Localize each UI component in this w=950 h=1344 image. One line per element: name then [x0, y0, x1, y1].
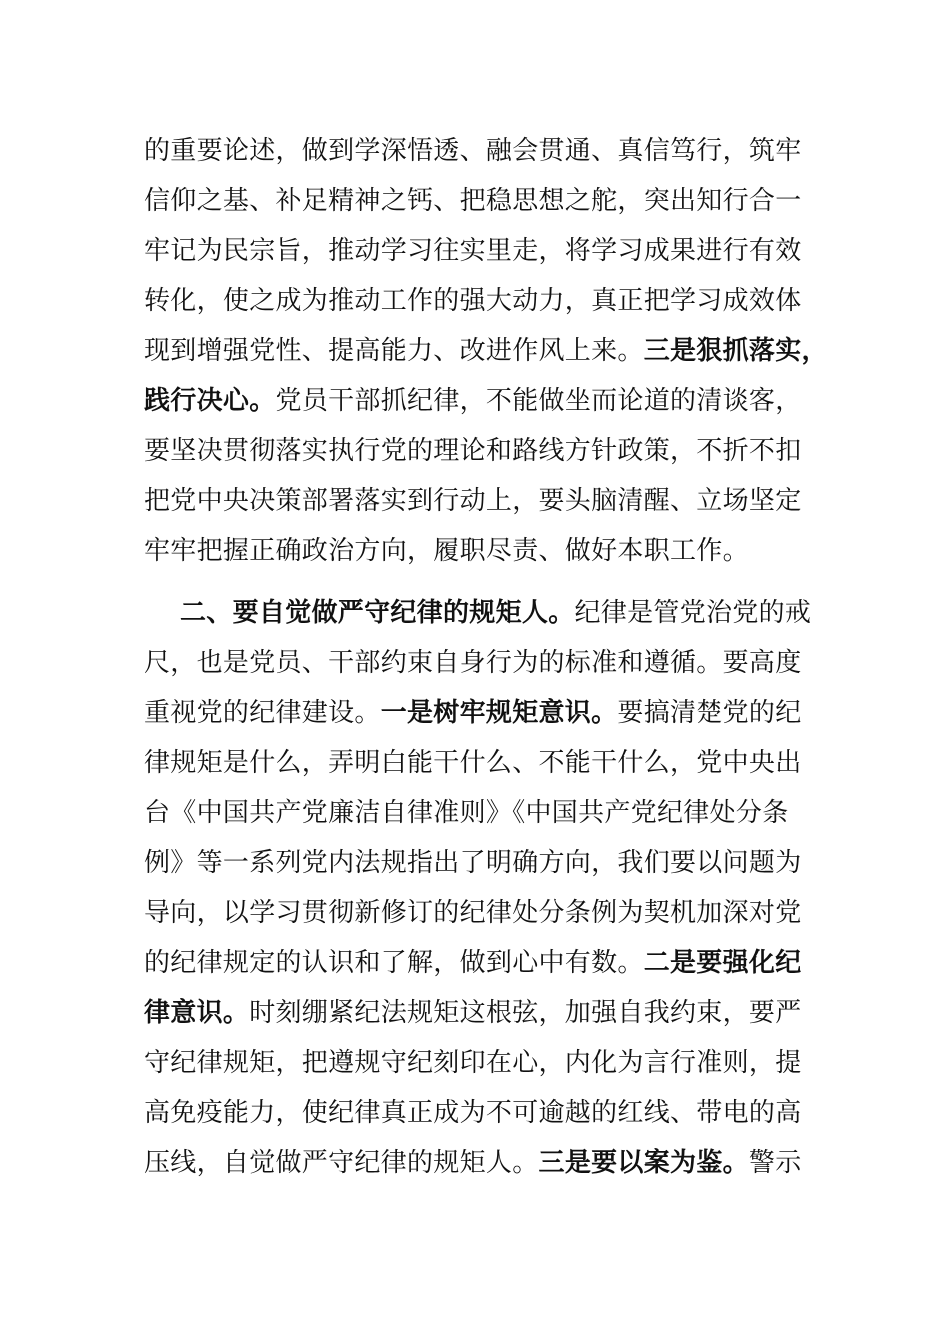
bold-heading: 一是树牢规矩意识。 [380, 698, 618, 728]
text-line: 导向，以学习贯彻新修订的纪律处分条例为契机加深对党 [144, 898, 802, 928]
text-line: 律规矩是什么，弄明白能干什么、不能干什么，党中央出 [144, 748, 802, 778]
text-line: 的纪律规定的认识和了解，做到心中有数。二是要强化纪 [144, 948, 802, 978]
text-line: 压线，自觉做严守纪律的规矩人。三是要以案为鉴。警示 [144, 1148, 802, 1178]
text-line: 信仰之基、补足精神之钙、把稳思想之舵，突出知行合一 [144, 186, 802, 216]
text-line: 例》等一系列党内法规指出了明确方向，我们要以问题为 [144, 848, 802, 878]
bold-heading: 三是狠抓落实， [643, 336, 828, 366]
paragraph-1 [144, 126, 834, 576]
bold-heading: 律意识。 [144, 998, 250, 1028]
text-line: 律意识。时刻绷紧纪法规矩这根弦，加强自我约束，要严 [144, 998, 802, 1028]
paragraph-2 [144, 588, 834, 1188]
bold-heading: 践行决心。 [144, 386, 276, 416]
text-line: 现到增强党性、提高能力、改进作风上来。三是狠抓落实， [144, 336, 828, 366]
text-line: 重视党的纪律建设。一是树牢规矩意识。要搞清楚党的纪 [144, 698, 802, 728]
text-line: 转化，使之成为推动工作的强大动力，真正把学习成效体 [144, 286, 802, 316]
text-line: 高免疫能力，使纪律真正成为不可逾越的红线、带电的高 [144, 1098, 802, 1128]
text-line: 牢记为民宗旨，推动学习往实里走，将学习成果进行有效 [144, 236, 802, 266]
text-line: 的重要论述，做到学深悟透、融会贯通、真信笃行，筑牢 [144, 136, 802, 166]
bold-heading: 三是要以案为鉴。 [538, 1148, 749, 1178]
text-line: 台《中国共产党廉洁自律准则》《中国共产党纪律处分条 [144, 798, 789, 828]
bold-heading: 二是要强化纪 [643, 948, 802, 978]
section-heading: 二、要自觉做严守纪律的规矩人。 [180, 598, 575, 628]
text-line: 把党中央决策部署落实到行动上，要头脑清醒、立场坚定 [144, 486, 802, 516]
text-line: 牢牢把握正确政治方向，履职尽责、做好本职工作。 [144, 536, 749, 566]
text-line: 尺，也是党员、干部约束自身行为的标准和遵循。要高度 [144, 648, 802, 678]
text-line: 要坚决贯彻落实执行党的理论和路线方针政策，不折不扣 [144, 436, 802, 466]
text-line: 守纪律规矩，把遵规守纪刻印在心，内化为言行准则，提 [144, 1048, 802, 1078]
text-line: 二、要自觉做严守纪律的规矩人。纪律是管党治党的戒 [180, 598, 812, 628]
text-line: 践行决心。党员干部抓纪律，不能做坐而论道的清谈客， [144, 386, 802, 416]
